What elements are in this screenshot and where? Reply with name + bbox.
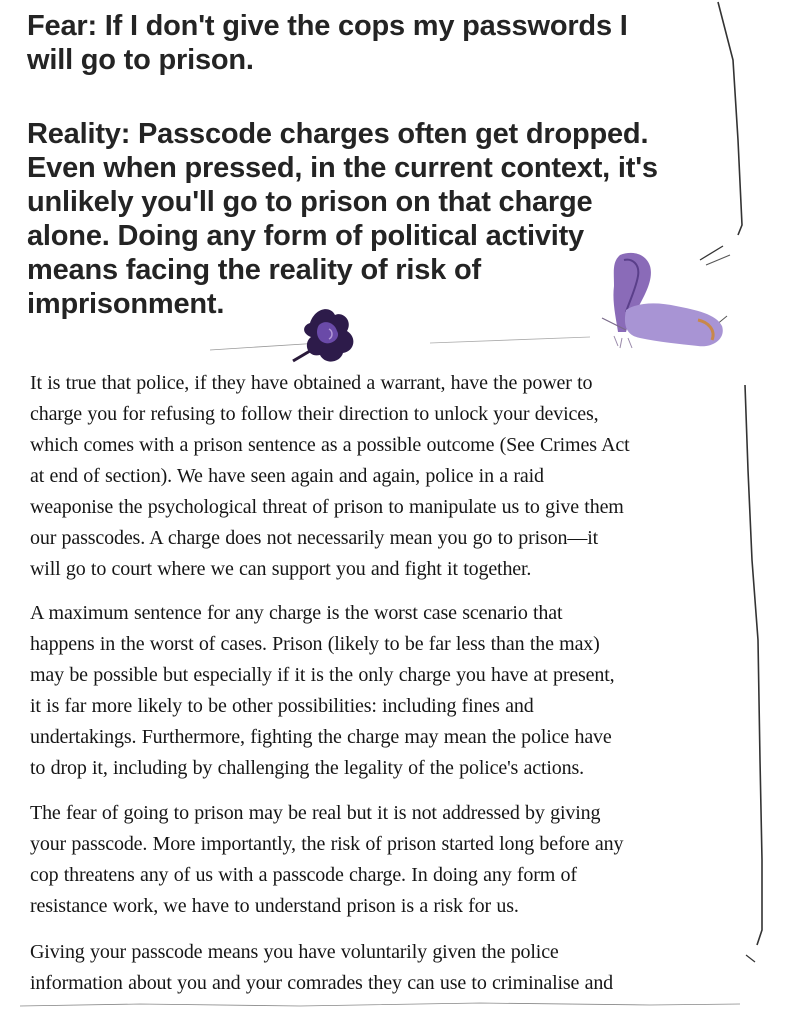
paragraph-line: information about you and your comrades they can use to criminalise and: [30, 972, 614, 994]
paragraph-warrant-powers: [30, 368, 750, 585]
paragraph-line: to drop it, including by challenging the legality of the police's actions.: [30, 757, 584, 779]
paragraph-line: cop threatens any of us with a passcode charge. In doing any form of: [30, 864, 577, 886]
reality-heading-line: unlikely you'll go to prison on that charge: [27, 186, 593, 218]
paragraph-line: charge you for refusing to follow their direction to unlock your devices,: [30, 403, 599, 425]
paragraph-line: It is true that police, if they have obtained a warrant, have the power to: [30, 372, 593, 394]
paragraph-line: weaponise the psychological threat of prison to manipulate us to give them: [30, 496, 624, 518]
paragraph-line: undertakings. Furthermore, fighting the charge may mean the police have: [30, 726, 612, 748]
fear-heading-line: will go to prison.: [27, 44, 254, 76]
paragraph-fear-of-prison: [30, 798, 750, 922]
fear-heading: [27, 9, 727, 77]
fear-heading-line: Fear: If I don't give the cops my passwords I: [27, 10, 628, 42]
paragraph-line: which comes with a prison sentence as a possible outcome (See Crimes Act: [30, 434, 630, 456]
paragraph-line: will go to court where we can support you and fight it together.: [30, 558, 532, 580]
paragraph-line: The fear of going to prison may be real but it is not addressed by giving: [30, 802, 601, 824]
paragraph-line: resistance work, we have to understand prison is a risk for us.: [30, 895, 519, 917]
reality-heading-line: means facing the reality of risk of: [27, 254, 481, 286]
paragraph-line: Giving your passcode means you have voluntarily given the police: [30, 941, 559, 963]
reality-heading-line: imprisonment.: [27, 288, 225, 320]
reality-heading-line: Even when pressed, in the current context, it's: [27, 152, 658, 184]
paragraph-line: may be possible but especially if it is the only charge you have at present,: [30, 664, 615, 686]
paragraph-maximum-sentence: [30, 598, 750, 784]
paragraph-line: happens in the worst of cases. Prison (likely to be far less than the max): [30, 633, 600, 655]
purple-flower-left-image: [285, 303, 365, 368]
torn-bottom-edge: [0, 1000, 797, 1024]
paragraph-line: your passcode. More importantly, the risk of prison started long before any: [30, 833, 624, 855]
reality-heading-line: Reality: Passcode charges often get dropped.: [27, 118, 649, 150]
paragraph-line: our passcodes. A charge does not necessarily mean you go to prison—it: [30, 527, 599, 549]
paragraph-giving-passcode: [30, 937, 750, 999]
purple-flower-right-image: [598, 250, 728, 355]
paragraph-line: it is far more likely to be other possibilities: including fines and: [30, 695, 534, 717]
paragraph-line: at end of section). We have seen again and again, police in a raid: [30, 465, 544, 487]
reality-heading-line: alone. Doing any form of political activity: [27, 220, 584, 252]
paragraph-line: A maximum sentence for any charge is the worst case scenario that: [30, 602, 563, 624]
